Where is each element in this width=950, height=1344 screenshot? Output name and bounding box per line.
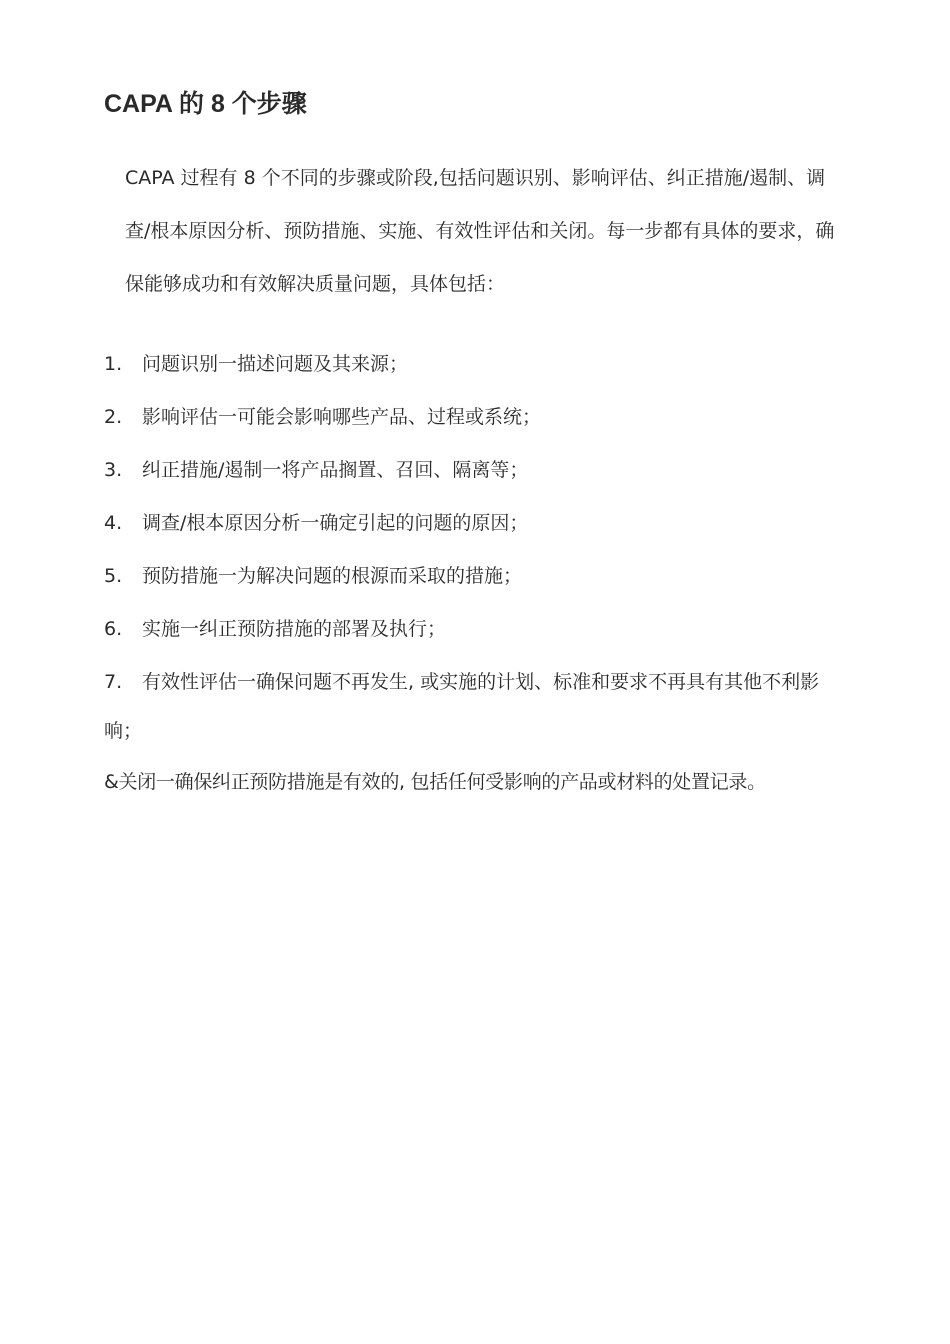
- step-number: 5.: [104, 565, 123, 587]
- list-item: [104, 340, 849, 389]
- intro-paragraph: CAPA 过程有 8 个不同的步骤或阶段,包括问题识别、影响评估、纠正措施/遏制、调查/根本原因分析、预防措施、实施、有效性评估和关闭。每一步都有具体的要求，确保能够成功和有效解决质量问题，具体包括：: [125, 167, 835, 295]
- list-item: [104, 499, 849, 548]
- step-text: 问题识别一描述问题及其来源；: [142, 353, 409, 375]
- list-item: [104, 552, 849, 601]
- step-text: 调查/根本原因分析一确定引起的问题的原因；: [142, 512, 529, 534]
- list-item: [104, 446, 849, 495]
- step-number: 7.: [104, 671, 123, 693]
- step-number: 6.: [104, 618, 123, 640]
- step-text: 纠正措施/遏制一将产品搁置、召回、隔离等；: [142, 459, 529, 481]
- step-number: 3.: [104, 459, 123, 481]
- list-item: [104, 605, 849, 654]
- page-title: CAPA 的 8 个步骤: [104, 90, 307, 118]
- step-text: 影响评估一可能会影响哪些产品、过程或系统；: [142, 406, 542, 428]
- list-item: [104, 658, 849, 756]
- step-number: 2.: [104, 406, 123, 428]
- closing-paragraph: &关闭一确保纠正预防措施是有效的, 包括任何受影响的产品或材料的处置记录。: [104, 771, 766, 793]
- step-number: 1.: [104, 353, 123, 375]
- step-number: 4.: [104, 512, 123, 534]
- list-item: [104, 393, 849, 442]
- step-text: 预防措施一为解决问题的根源而采取的措施；: [142, 565, 523, 587]
- step-text: 实施一纠正预防措施的部署及执行；: [142, 618, 447, 640]
- step-text: 有效性评估一确保问题不再发生, 或实施的计划、标准和要求不再具有其他不利影响；: [104, 671, 820, 742]
- steps-list: [104, 340, 849, 760]
